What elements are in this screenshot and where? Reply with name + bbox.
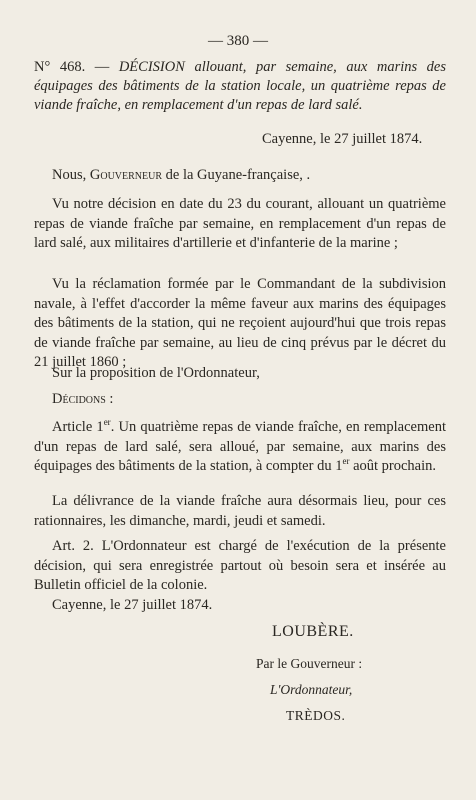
decidons-heading: Décidons : [52,391,114,407]
article-1-tail: août prochain. [349,458,437,474]
article-2: Art. 2. L'Ordonnateur est chargé de l'exécution de la présente décision, qui sera enregistrée partout où besoin sera et insérée au Bulletin officiel de la colonie. [34,538,446,593]
governor-title: Gouverneur [89,167,163,183]
intro-line [34,166,446,186]
paragraph-vu-decision: Vu notre décision en date du 23 du courant, allouant un quatrième repas de viande fraîche par semaine, en remplacement d'un repas de lard salé, aux militaires d'artillerie et d'infanterie de la marine ; [34,196,446,251]
ordonnateur-signature: TRÈDOS. [286,708,346,723]
article-1-text: . Un quatrième repas de viande fraîche, en remplacement d'un repas de lard salé, sera alloué, par semaine, aux marins des équipages des bâtiments de la station, à compter du 1 [34,419,446,474]
ordonnateur-role: L'Ordonnateur, [270,682,353,697]
paragraph-proposition: Sur la proposition de l'Ordonnateur, [52,365,260,381]
article-1-head: Article 1 [52,419,104,435]
paragraph-delivrance: La délivrance de la viande fraîche aura désormais lieu, pour ces rationnaires, les dimanche, mardi, jeudi et samedi. [34,493,446,529]
dateline: Cayenne, le 27 juillet 1874. [262,131,423,147]
article-1-sup: er [103,417,111,428]
decision-number: N° 468. — [34,59,110,75]
closing-dateline: Cayenne, le 27 juillet 1874. [52,597,213,613]
decision-headline [34,58,446,115]
paragraph-vu-reclamation: Vu la réclamation formée par le Commandant de la subdivision navale, à l'effet d'accorder la même faveur aux marins des équipages des bâtiments de la station, qui ne reçoient aujourd'hui que trois repas de viande fraîche par semaine, au lieu de cinq prévus par le décret du 21 juillet 1860 ; [34,276,446,370]
article-1 [34,418,446,477]
intro-rest: de la Guyane-française, . [162,167,311,183]
intro-prefix: Nous, [52,167,90,183]
article-1-sup2: er [342,456,350,467]
by-governor-line: Par le Gouverneur : [256,656,363,671]
decision-summary: allouant, par semaine, aux marins des équipages des bâtiments de la station locale, un quatrième repas de viande fraîche, en remplacement d'un repas de lard salé. [34,59,447,113]
decision-title: DÉCISION [118,59,185,75]
page-number: — 380 — [208,33,268,49]
governor-signature: LOUBÈRE. [272,623,354,640]
